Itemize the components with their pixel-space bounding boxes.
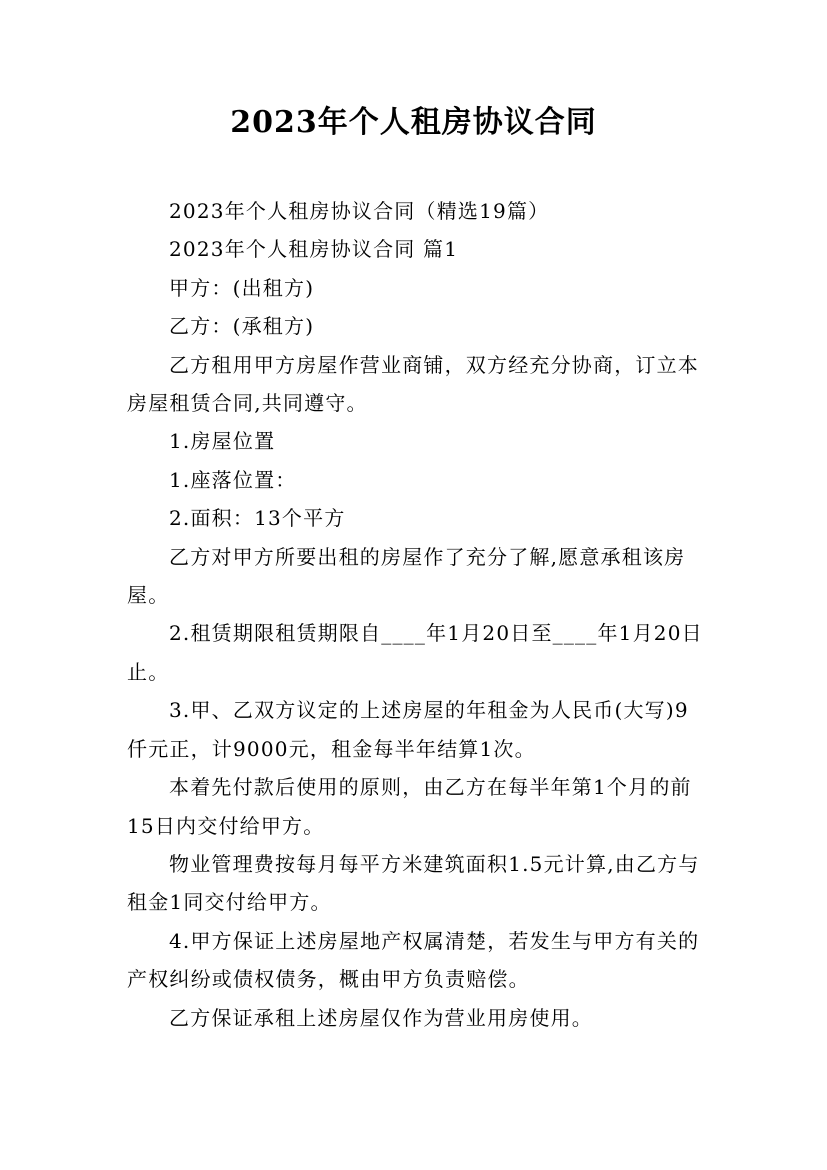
- paragraph: 4.甲方保证上述房屋地产权属清楚，若发生与甲方有关的产权纠纷或债权债务，概由甲方负责赔偿。: [127, 928, 700, 992]
- paragraph: 2.租赁期限租赁期限自____年1月20日至____年1月20日止。: [127, 621, 703, 684]
- document-title: 2023年个人租房协议合同: [230, 105, 597, 140]
- paragraph: 本着先付款后使用的原则，由乙方在每半年第1个月的前15日内交付给甲方。: [127, 775, 692, 838]
- paragraph-section-heading: 2023年个人租房协议合同 篇1: [169, 237, 459, 262]
- document-body: [127, 192, 705, 1037]
- paragraph: 2.面积：13个平方: [169, 506, 346, 531]
- paragraph: 乙方对甲方所要出租的房屋作了充分了解,愿意承租该房屋。: [127, 544, 686, 608]
- paragraph-party-a: 甲方：(出租方): [169, 275, 315, 300]
- paragraph-subtitle: 2023年个人租房协议合同（精选19篇）: [169, 199, 550, 223]
- paragraph: 1.房屋位置: [169, 429, 276, 454]
- paragraph: 乙方租用甲方房屋作营业商铺，双方经充分协商，订立本房屋租赁合同,共同遵守。: [127, 352, 699, 416]
- paragraph: 1.座落位置：: [169, 467, 297, 492]
- paragraph: 乙方保证承租上述房屋仅作为营业用房使用。: [169, 1005, 593, 1030]
- paragraph: 3.甲、乙双方议定的上述房屋的年租金为人民币(大写)9仟元正，计9000元，租金每半年结算1次。: [127, 698, 689, 761]
- paragraph: 物业管理费按每月每平方米建筑面积1.5元计算,由乙方与租金1同交付给甲方。: [127, 851, 700, 915]
- paragraph-party-b: 乙方：(承租方): [169, 314, 315, 339]
